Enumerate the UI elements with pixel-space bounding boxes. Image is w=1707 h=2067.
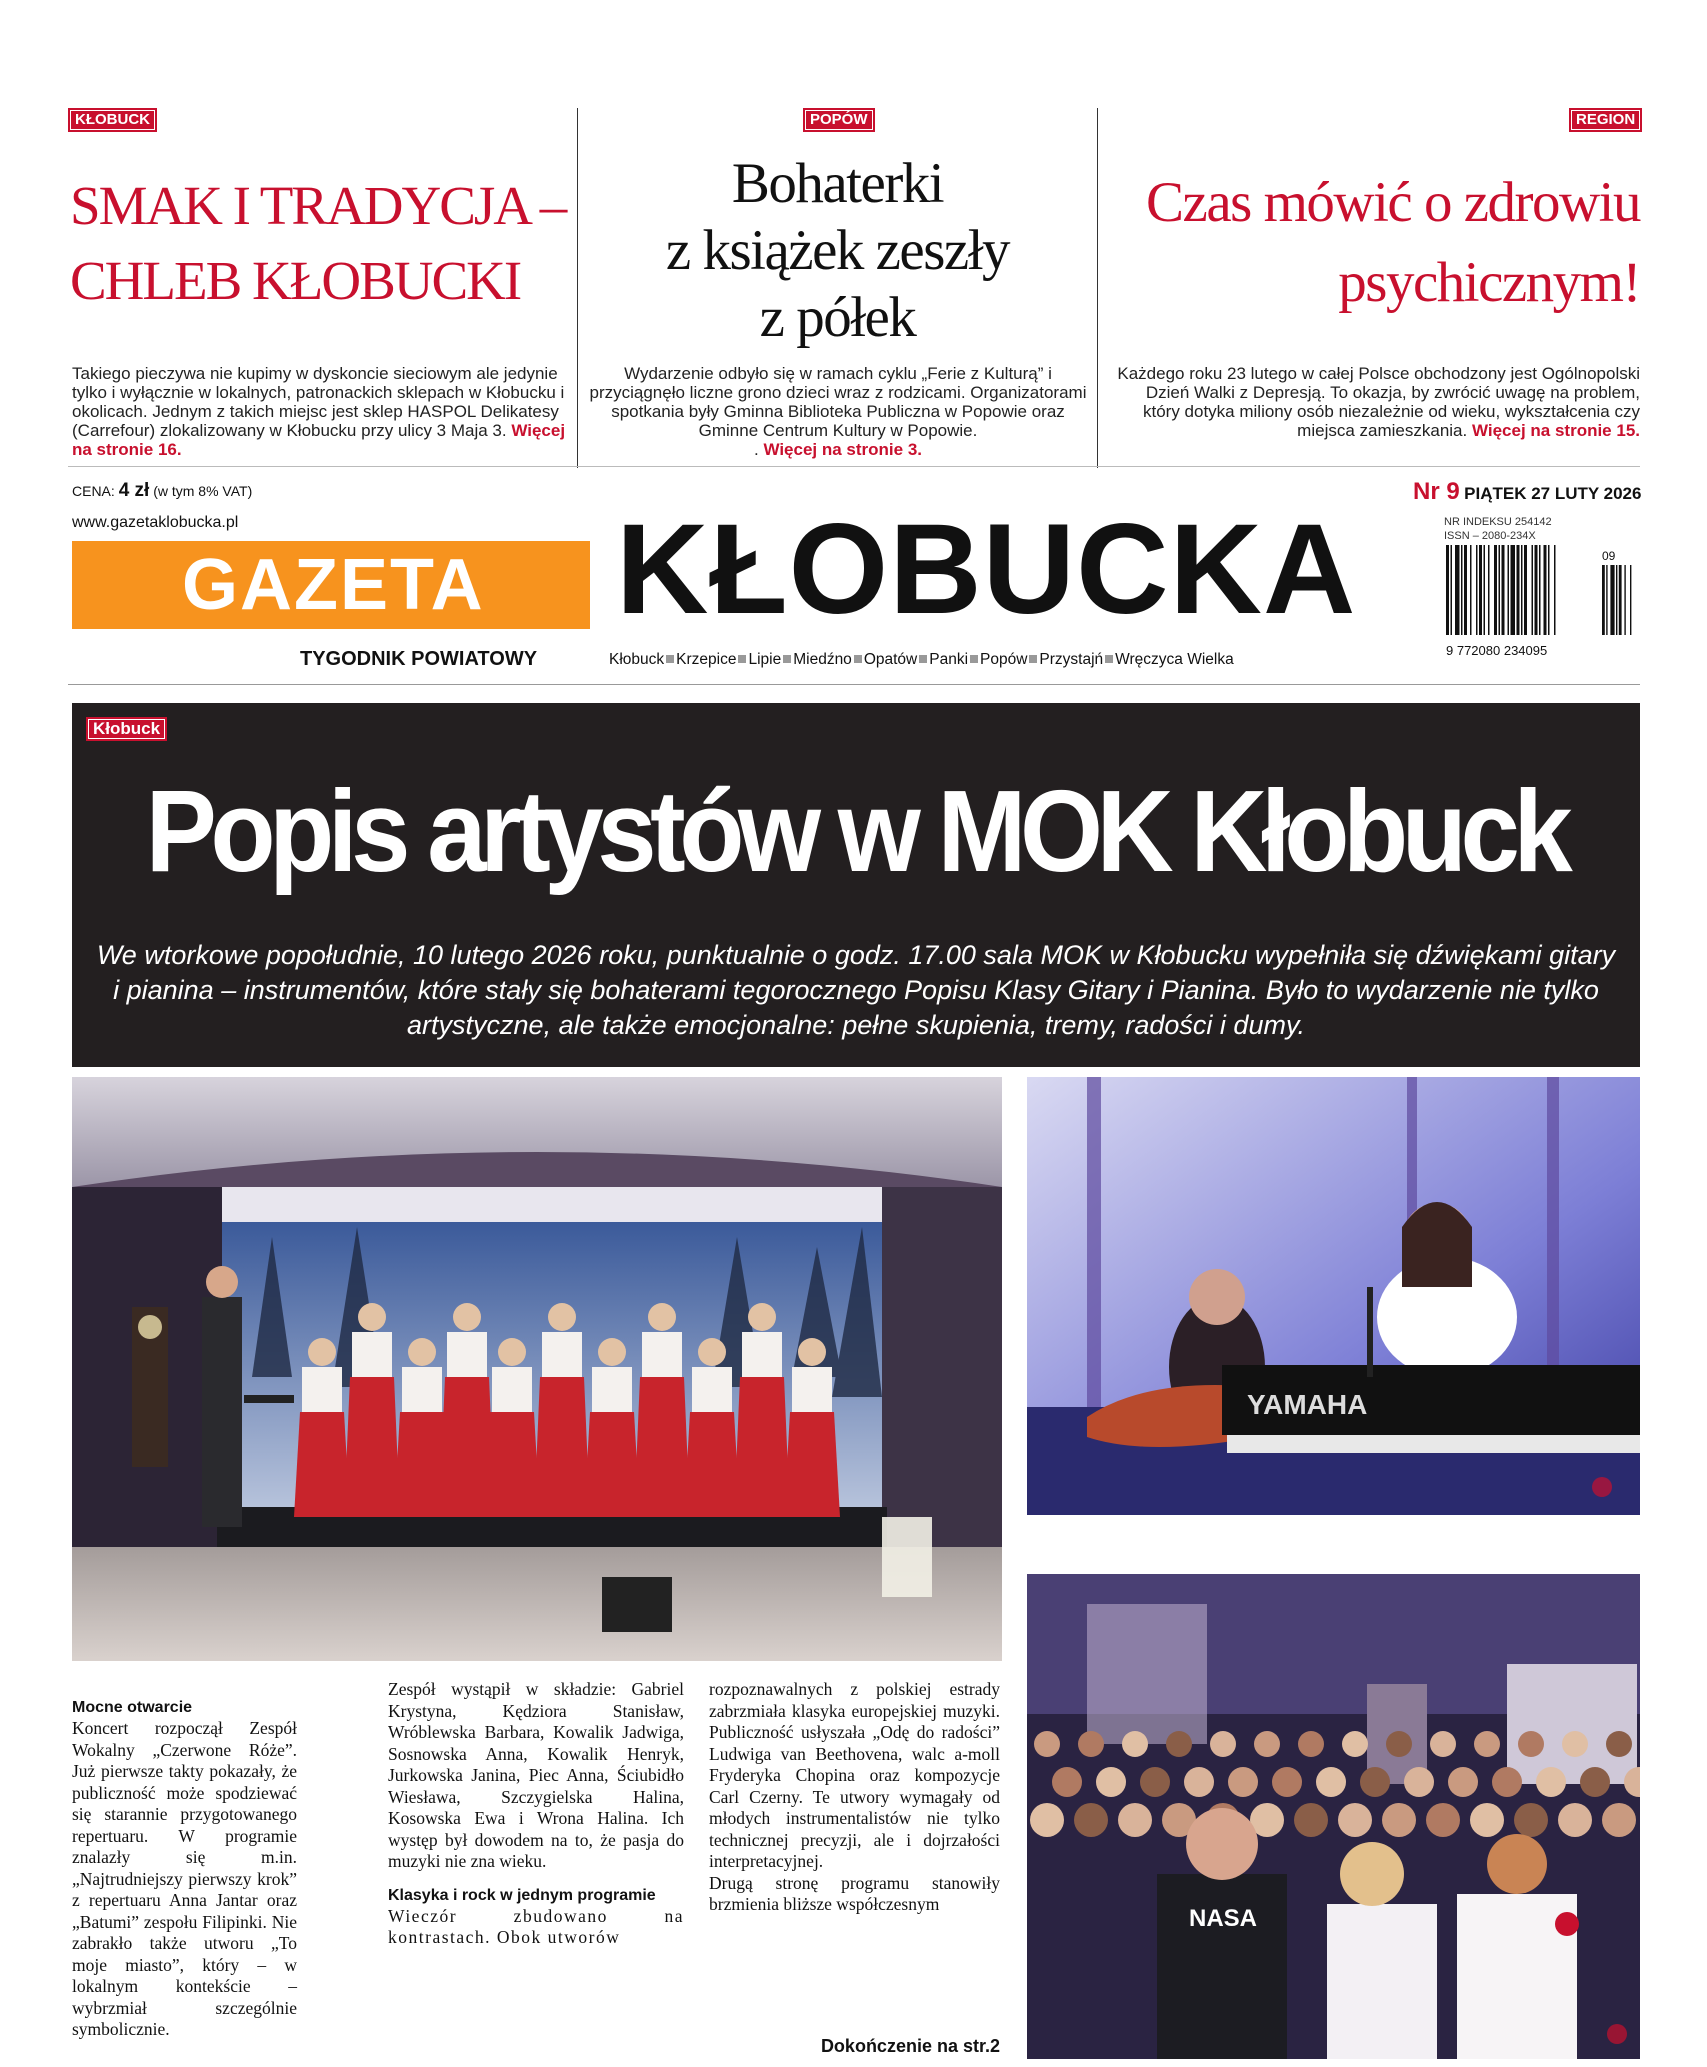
audience-member <box>1426 1803 1460 1837</box>
col2-heading: Klasyka i rock w jednym programie <box>388 1886 656 1904</box>
article-column-3 <box>709 1679 1000 1916</box>
town-item[interactable]: Kłobuck <box>609 651 665 668</box>
teaser-1-more-link[interactable]: Więcej na stronie 16. <box>72 421 566 459</box>
teaser-1-text: Takiego pieczywa nie kupimy w dyskoncie sieciowym ale jedynie tylko i wyłącznie w lokalnych, patronackich sklepach w Kłobucku i okolicach. Jednym z takich miejsc jest sklep HASPOL Delikatesy (Carrefour) zlokalizowany w Kłobucku przy ulicy 3 Maja 3. <box>72 364 565 440</box>
barcode-bar <box>1511 545 1516 635</box>
towns-list <box>609 651 1234 669</box>
barcode-bar <box>1554 545 1556 635</box>
barcode-bar <box>1532 545 1534 635</box>
audience-member <box>1360 1767 1390 1797</box>
teaser-2-title[interactable] <box>585 150 1090 351</box>
barcode-bar <box>1517 545 1520 635</box>
town-item[interactable]: Miedźno <box>793 651 852 668</box>
audience-member <box>1382 1803 1416 1837</box>
audience-member <box>1580 1767 1610 1797</box>
lead-tag[interactable]: Kłobuck <box>86 717 167 741</box>
price-value: 4 zł <box>118 480 150 501</box>
photo-audience[interactable] <box>1027 1574 1640 2059</box>
audience-member <box>1470 1803 1504 1837</box>
town-item[interactable]: Przystajń <box>1039 651 1104 668</box>
audience-member <box>1430 1731 1456 1757</box>
teaser-1-tag[interactable]: KŁOBUCK <box>68 108 157 132</box>
index-number: NR INDEKSU 254142 <box>1444 516 1552 528</box>
audience-member <box>1228 1767 1258 1797</box>
town-separator <box>854 655 862 663</box>
price-line <box>72 480 252 502</box>
teaser-1-title-line: CHLEB KŁOBUCKI <box>70 250 521 311</box>
audience-member <box>1492 1767 1522 1797</box>
audience-member <box>1298 1731 1324 1757</box>
barcode-bar <box>1544 545 1547 635</box>
teaser-2-text: Wydarzenie odbyło się w ramach cyklu „Ferie z Kulturą” i przyciągnęło liczne grono dzieci wraz z rodzicami. Organizatorami spotkania były Gminna Biblioteka Publiczna w Popowie oraz Gminne Centrum Kultury w Popowie. <box>589 364 1087 440</box>
lead-headline[interactable]: Popis artystów w MOK Kłobuck <box>145 766 1567 896</box>
col1-text: Koncert rozpoczął Zespół Wokalny „Czerwone Róże”. Już pierwsze takty pokazały, że publiczność może spodziewać się starannie przygotowanego repertuaru. W programie znalazły się m.in. „Najtrudniejszy pierwszy krok” z repertuaru Anna Jantar oraz „Batumi” zespołu Filipinki. Nie zabrakło także utworu „To moje miasto”, który – w lokalnym kontekście – wybrzmiał szczególnie symbolicznie. <box>72 1718 297 2039</box>
barcode-bar <box>1521 545 1523 635</box>
town-separator <box>1029 655 1037 663</box>
town-item[interactable]: Opatów <box>863 651 918 668</box>
teaser-1-title[interactable] <box>70 168 570 318</box>
audience-member <box>1096 1767 1126 1797</box>
barcode-bar <box>1524 545 1527 635</box>
town-separator <box>783 655 791 663</box>
audience-member <box>1404 1767 1434 1797</box>
audience-member <box>1166 1731 1192 1757</box>
audience-member <box>1140 1767 1170 1797</box>
lead-intro: We wtorkowe popołudnie, 10 lutego 2026 roku, punktualnie o godz. 17.00 sala MOK w Kłobucku wypełniła się dźwiękami gitary i pianina – instrumentów, które stały się bohaterami tegorocznego Popisu Klasy Gitary i Pianina. Było to wydarzenie nie tylko artystyczne, ale także emocjonalne: pełne skupienia, tremy, radości i dumy. <box>96 940 1616 1040</box>
teaser-2-title-line: Bohaterki <box>731 152 944 215</box>
audience-member <box>1030 1803 1064 1837</box>
teaser-2-title-line: z półek <box>759 286 916 349</box>
teaser-3-text-block <box>1110 364 1640 440</box>
barcode-bar <box>1476 545 1478 635</box>
col3-text2: Drugą stronę programu stanowiły brzmienia bliższe współczesnym <box>709 1872 1000 1914</box>
col2-text2: Wieczór zbudowano na kontrastach. Obok utworów <box>388 1905 684 1947</box>
teaser-1-title-line: SMAK I TRADYCJA – <box>70 175 566 236</box>
keyboard-brand: YAMAHA <box>1247 1389 1368 1420</box>
issue-number: Nr 9 <box>1413 478 1460 505</box>
teaser-3-more-link[interactable]: Więcej na stronie 15. <box>1471 421 1640 440</box>
continued-link[interactable]: Dokończenie na str.2 <box>820 2036 1000 2056</box>
teaser-2-more-prefix: . <box>753 440 764 459</box>
town-separator <box>1105 655 1113 663</box>
barcode-bar <box>1494 545 1497 635</box>
barcode-bar <box>1488 545 1490 635</box>
barcode-addon-bar <box>1602 565 1605 635</box>
town-item[interactable]: Popów <box>980 651 1028 668</box>
teaser-3-tag[interactable]: REGION <box>1569 108 1642 132</box>
town-item[interactable]: Lipie <box>748 651 782 668</box>
barcode-addon-bar <box>1630 565 1631 635</box>
town-item[interactable]: Krzepice <box>676 651 737 668</box>
col3-text: rozpoznawalnych z polskiej estrady zabrzmiała klasyka europejskiej muzyki. Publiczność usłyszała „Odę do radości” Ludwiga van Beethovena, walc a-moll Fryderyka Chopina oraz kompozycje Carl Czerny. Te utwory wymagały od młodych instrumentalistów nie tylko technicznej precyzji, ale i dojrzałości interpretacyjnej. <box>709 1679 1000 1871</box>
audience-member <box>1034 1731 1060 1757</box>
issue-line <box>1413 478 1641 506</box>
audience-member <box>1514 1803 1548 1837</box>
col1-heading: Mocne otwarcie <box>72 1699 193 1716</box>
audience-member <box>1518 1731 1544 1757</box>
barcode-bar <box>1535 545 1538 635</box>
barcode-bar <box>1502 545 1505 635</box>
teaser-2-more-link[interactable]: Więcej na stronie 3. <box>763 440 923 459</box>
gazeta-box[interactable] <box>72 541 590 629</box>
town-separator <box>919 655 927 663</box>
barcode-bar <box>1464 545 1467 635</box>
gazeta-wordmark: GAZETA <box>182 545 485 625</box>
audience-member <box>1118 1803 1152 1837</box>
audience-member <box>1606 1731 1632 1757</box>
article-column-1 <box>72 1697 297 2041</box>
audience-member <box>1536 1767 1566 1797</box>
audience-member <box>1474 1731 1500 1757</box>
barcode-addon-bar <box>1606 565 1607 635</box>
teaser-2-text-block <box>588 364 1088 459</box>
audience-member <box>1562 1731 1588 1757</box>
audience-member <box>1294 1803 1328 1837</box>
barcode-bar <box>1539 545 1541 635</box>
shirt-logo: NASA <box>1189 1905 1258 1932</box>
audience-member <box>1122 1731 1148 1757</box>
barcode-bar <box>1461 545 1463 635</box>
masthead-subtitle: TYGODNIK POWIATOWY <box>300 648 538 670</box>
town-separator <box>666 655 674 663</box>
audience-member <box>1338 1803 1372 1837</box>
website-link[interactable]: www.gazetaklobucka.pl <box>72 514 239 531</box>
price-vat: (w tym 8% VAT) <box>153 483 253 499</box>
photo-musicians[interactable] <box>1027 1077 1640 1515</box>
barcode-bar <box>1484 545 1486 635</box>
barcode-bar <box>1548 545 1550 635</box>
barcode-addon-bar <box>1619 565 1622 635</box>
barcode-number: 9 772080 234095 <box>1446 643 1548 657</box>
barcode <box>1444 545 1640 657</box>
teaser-3-title-line: psychicznym! <box>1338 251 1640 314</box>
audience-member <box>1254 1731 1280 1757</box>
barcode-addon-bar <box>1616 565 1617 635</box>
klobucka-wordmark[interactable]: KŁOBUCKA <box>616 498 1357 641</box>
teaser-2-tag[interactable]: POPÓW <box>803 108 875 132</box>
audience-member <box>1558 1803 1592 1837</box>
barcode-bar <box>1451 545 1453 635</box>
choir-singer <box>734 1303 790 1517</box>
barcode-bar <box>1455 545 1460 635</box>
photo-choir[interactable] <box>72 1077 1002 1661</box>
col2-text: Zespół wystąpił w składzie: Gabriel Krystyna, Kędziora Stanisław, Wróblewska Barbara, Kowalik Jadwiga, Sosnowska Anna, Kowalik Henryk, Jurkowska Janina, Piec Anna, Ściubidło Wiesława, Szczygielska Halina, Kosowska Ewa i Wrona Halina. Ich występ był dowodem na to, że pasja do muzyki nie zna wieku. <box>388 1679 684 1871</box>
town-separator <box>738 655 746 663</box>
audience-member <box>1386 1731 1412 1757</box>
issn: ISSN – 2080-234X <box>1444 530 1536 542</box>
lead-block <box>72 703 1640 1067</box>
teaser-1-text-block <box>72 364 567 459</box>
audience-member <box>1074 1803 1108 1837</box>
town-separator <box>970 655 978 663</box>
issue-date: PIĄTEK 27 LUTY 2026 <box>1464 484 1642 503</box>
audience-member <box>1210 1731 1236 1757</box>
teaser-3-title-line: Czas mówić o zdrowiu <box>1146 171 1640 234</box>
audience-member <box>1052 1767 1082 1797</box>
choir-singer <box>534 1303 590 1517</box>
audience-member <box>1602 1803 1636 1837</box>
teaser-2-title-line: z książek zeszły <box>665 219 1010 282</box>
photo-audience-illustration <box>1027 1574 1640 2059</box>
photo-musicians-illustration <box>1027 1077 1640 1515</box>
audience-member <box>1078 1731 1104 1757</box>
teaser-3-title[interactable] <box>1105 163 1640 323</box>
barcode-bar <box>1479 545 1482 635</box>
audience-member <box>1316 1767 1346 1797</box>
barcode-addon-bar <box>1610 565 1614 635</box>
barcode-bar <box>1508 545 1510 635</box>
barcode-bar <box>1499 545 1501 635</box>
barcode-bar <box>1446 545 1449 635</box>
price-label: CENA: <box>72 483 115 499</box>
barcode-addon: 09 <box>1602 549 1616 563</box>
choir-singer <box>634 1303 690 1517</box>
choir-singer <box>344 1303 400 1517</box>
teaser-3-text: Każdego roku 23 lutego w całej Polsce obchodzony jest Ogólnopolski Dzień Walki z Depresją. To okazja, by zwrócić uwagę na problem, który dotyka miliony osób niezależnie od wieku, wykształcenia czy miejsca zamieszkania. <box>1117 364 1640 440</box>
audience-member <box>1272 1767 1302 1797</box>
audience-member <box>1342 1731 1368 1757</box>
photo-choir-illustration <box>72 1077 1002 1661</box>
town-item[interactable]: Panki <box>929 651 969 668</box>
audience-member <box>1184 1767 1214 1797</box>
barcode-bar <box>1470 545 1472 635</box>
audience-member <box>1448 1767 1478 1797</box>
town-item[interactable]: Wręczyca Wielka <box>1115 651 1234 668</box>
article-column-2 <box>388 1679 684 1949</box>
barcode-addon-bar <box>1624 565 1625 635</box>
